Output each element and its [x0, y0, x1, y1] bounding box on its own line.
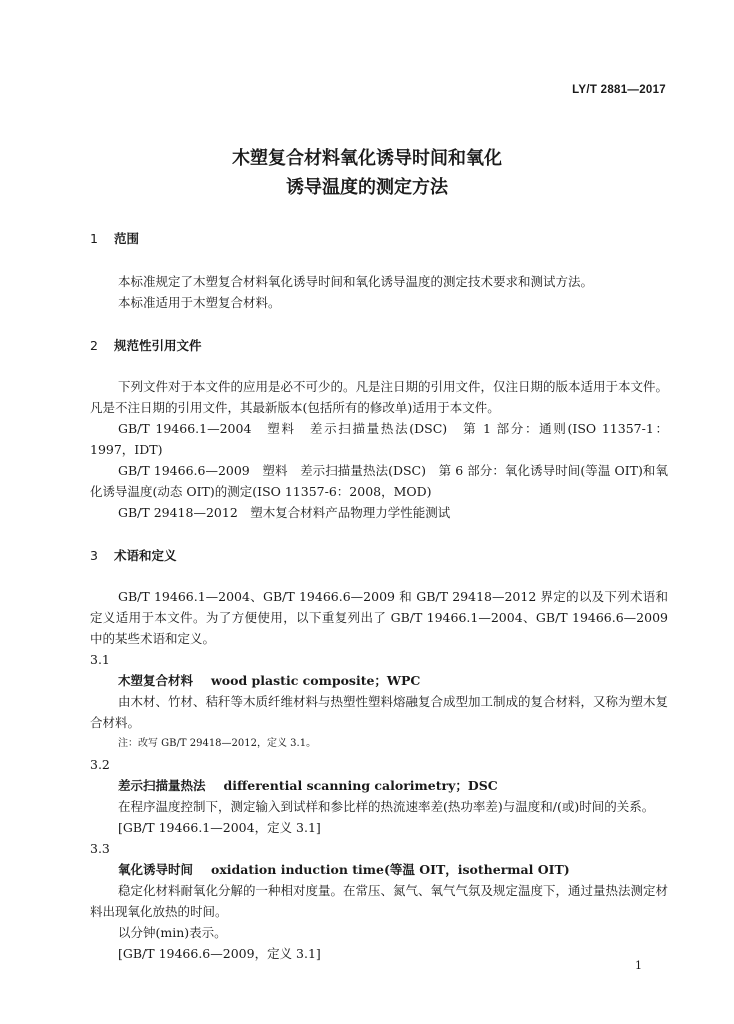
title-line-1: 木塑复合材料氧化诱导时间和氧化	[232, 148, 502, 169]
terms-intro: GB/T 19466.1—2004、GB/T 19466.6—2009 和 GB/T 29418—2012 界定的以及下列术语和定义适用于本文件。为了方便使用，以下重复列出了 GB/T 19466.1—2004、GB/T 19466.6—2009 中的某些术语和定义。	[90, 589, 668, 646]
reference-item: GB/T 19466.6—2009 塑料 差示扫描量热法(DSC) 第 6 部分：氧化诱导时间(等温 OIT)和氧化诱导温度(动态 OIT)的测定(ISO 11357-6：2008，MOD)	[90, 463, 668, 499]
standard-code: LY/T 2881—2017	[572, 84, 666, 96]
term-number: 3.2	[90, 757, 110, 772]
term-source: [GB/T 19466.6—2009，定义 3.1]	[118, 946, 321, 961]
section-3-heading	[90, 545, 668, 566]
section-title: 范围	[114, 231, 140, 246]
reference-item: GB/T 19466.1—2004 塑料 差示扫描量热法(DSC) 第 1 部分：通则(ISO 11357-1：1997，IDT)	[90, 421, 668, 457]
term-number: 3.1	[90, 652, 110, 667]
term-definition: 由木材、竹材、秸秆等木质纤维材料与热塑性塑料熔融复合成型加工制成的复合材料，又称为塑木复合材料。	[90, 694, 669, 730]
normative-intro: 下列文件对于本文件的应用是必不可少的。凡是注日期的引用文件，仅注日期的版本适用于本文件。凡是不注日期的引用文件，其最新版本(包括所有的修改单)适用于本文件。	[90, 379, 669, 415]
term-zh: 差示扫描量热法	[118, 778, 206, 793]
section-title: 术语和定义	[114, 548, 177, 563]
document-body	[90, 228, 668, 964]
section-2-heading	[90, 335, 668, 356]
term-definition: 稳定化材料耐氧化分解的一种相对度量。在常压、氮气、氧气气氛及规定温度下，通过量热法测定材料出现氧化放热的时间。	[90, 883, 669, 919]
page-number: 1	[635, 959, 642, 972]
term-unit: 以分钟(min)表示。	[118, 925, 227, 940]
section-1-heading	[90, 228, 668, 249]
term-definition: 在程序温度控制下，测定输入到试样和参比样的热流速率差(热功率差)与温度和/(或)时间的关系。	[118, 799, 655, 814]
term-en: wood plastic composite；WPC	[211, 673, 421, 688]
document-title	[0, 144, 734, 202]
term-zh: 木塑复合材料	[118, 673, 194, 688]
section-title: 规范性引用文件	[114, 338, 202, 353]
term-heading	[90, 859, 668, 880]
term-source: [GB/T 19466.1—2004，定义 3.1]	[118, 820, 321, 835]
reference-item: GB/T 29418—2012 塑木复合材料产品物理力学性能测试	[118, 505, 451, 520]
section-number: 2	[90, 338, 98, 353]
scope-paragraph-2: 本标准适用于木塑复合材料。	[118, 295, 281, 310]
section-number: 3	[90, 548, 98, 563]
title-line-2: 诱导温度的测定方法	[286, 177, 448, 198]
term-zh: 氧化诱导时间	[118, 862, 194, 877]
term-en: oxidation induction time(等温 OIT，isothermal OIT)	[211, 862, 570, 877]
term-number: 3.3	[90, 841, 110, 856]
term-heading	[90, 775, 668, 796]
term-en: differential scanning calorimetry；DSC	[223, 778, 498, 793]
section-number: 1	[90, 231, 98, 246]
term-heading	[90, 670, 668, 691]
scope-paragraph-1: 本标准规定了木塑复合材料氧化诱导时间和氧化诱导温度的测定技术要求和测试方法。	[118, 274, 594, 289]
term-note: 注：改写 GB/T 29418—2012，定义 3.1。	[118, 738, 317, 749]
